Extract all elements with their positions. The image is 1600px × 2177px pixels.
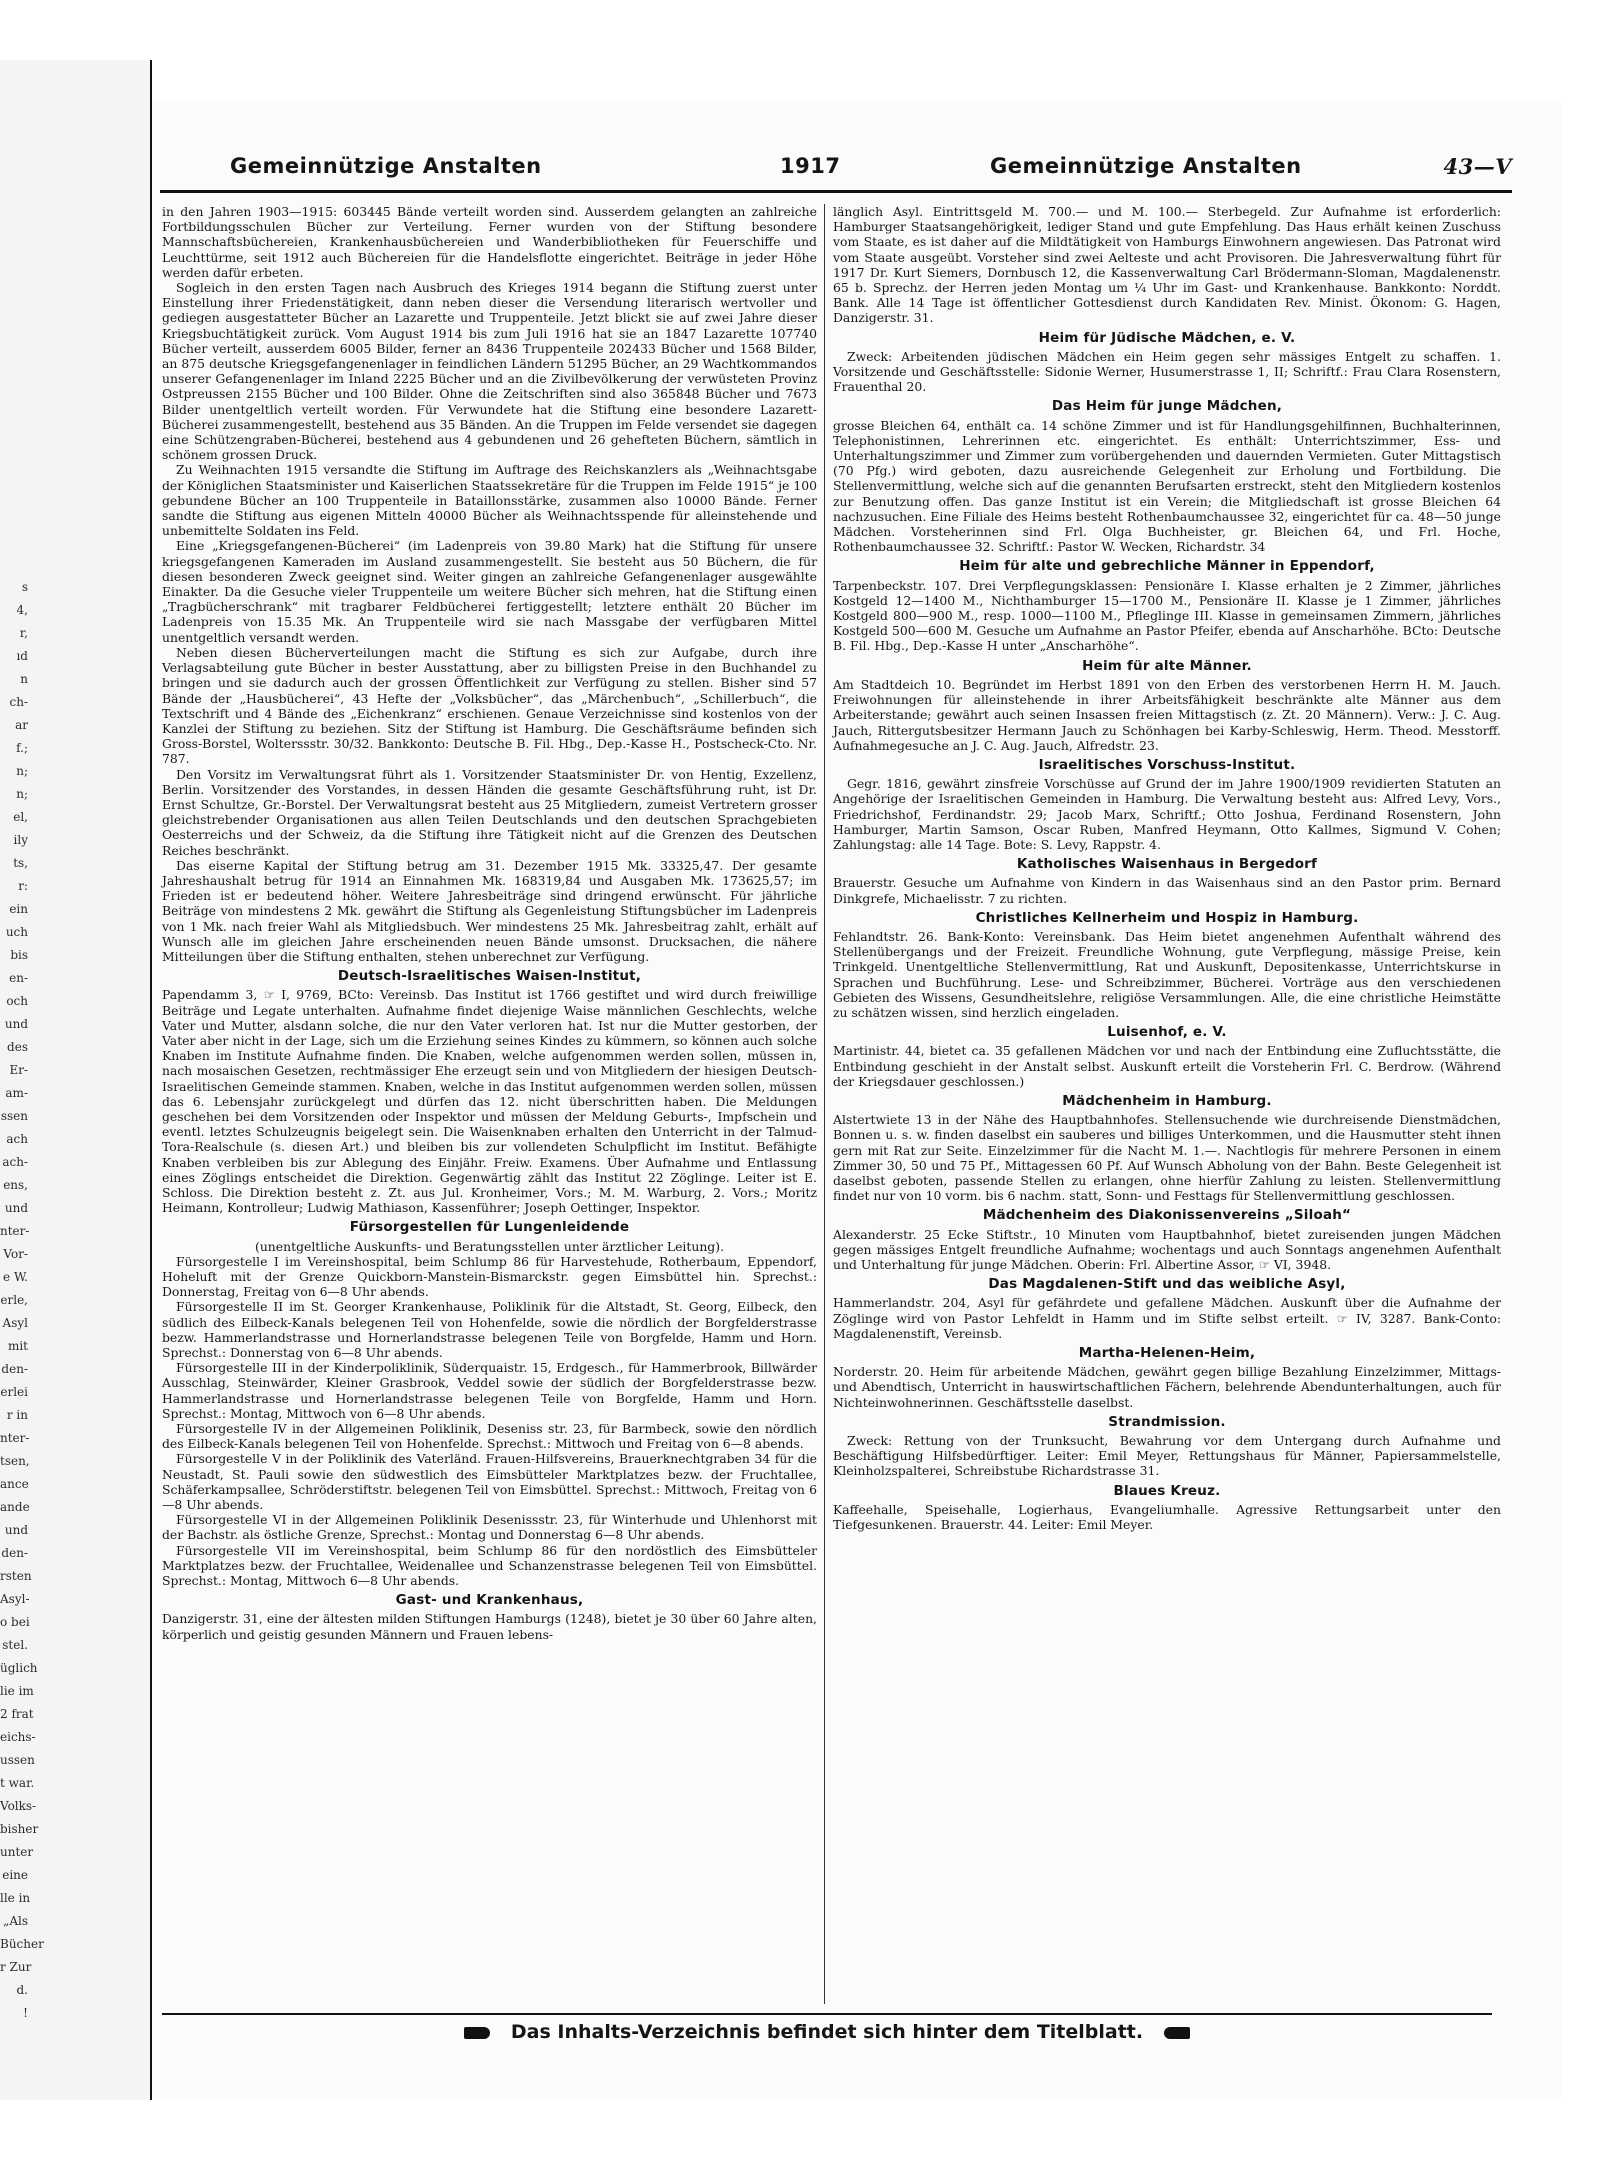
paragraph: Danzigerstr. 31, eine der ältesten milden Stiftungen Hamburgs (1248), bietet je 30 über 60 Jahre alten, körperlich und geistig gesunden Männern und Frauen lebens- [162, 1611, 817, 1642]
pointing-hand-left-icon [464, 2027, 490, 2039]
paragraph: Alexanderstr. 25 Ecke Stiftstr., 10 Minuten vom Hauptbahnhof, bietet zureisenden jungen Mädchen gegen mässiges Entgelt freundliche Aufnahme; wochentags und auch Sonntags angenehmen Aufenthalt und Unterhaltung für junge Mädchen. Oberin: Frl. Albertine Assor, ☞ VI, 3948. [833, 1226, 1501, 1272]
margin-fragment: erlei [0, 1385, 28, 1399]
margin-fragment: o bei [0, 1615, 30, 1629]
paragraph: Fürsorgestelle III in der Kinderpoliklinik, Süderquaistr. 15, Erdgesch., für Hammerbrook, Billwärder Ausschlag, Steinwärder, Kleiner Grasbrook, Veddel sowie der südlich der Borgfelderstrasse bezw. Hammerlandstrasse und Hornerlandstrasse belegenen Teile von Borgfelde, Hamm und Horn. Sprechst.: Montag, Mittwoch von 6—8 Uhr abends. [162, 1360, 817, 1421]
section-heading: Israelitisches Vorschuss-Institut. [1038, 756, 1296, 773]
header-page-ref: 43—V [1443, 154, 1512, 179]
margin-fragment: e W. [3, 1270, 28, 1284]
paragraph: Norderstr. 20. Heim für arbeitende Mädchen, gewährt gegen billige Bezahlung Einzelzimmer, Mittags- und Abendtisch, Unterricht in hauswirtschaftlichen Fächern, belehrende Abendunterhaltungen, auch für Nichteinwohnerinnen. Geschäftsstelle daselbst. [833, 1364, 1501, 1410]
paragraph: Hammerlandstr. 204, Asyl für gefährdete und gefallene Mädchen. Auskunft über die Aufnahme der Zöglinge wird von Pastor Lehfeldt in Hamm und im Stifte selbst erteilt. ☞ IV, 3287. Bank-Conto: Magdalenenstift, Vereinsb. [833, 1295, 1501, 1341]
margin-fragment: ar [15, 718, 28, 732]
section-heading: Heim für alte und gebrechliche Männer in Eppendorf, [959, 558, 1375, 575]
margin-fragment: eichs- [0, 1730, 36, 1744]
section-heading: Blaues Kreuz. [1113, 1482, 1221, 1499]
margin-fragment: Bücher [0, 1937, 44, 1951]
margin-fragment: den- [1, 1546, 28, 1560]
section-heading: Deutsch-Israelitisches Waisen-Institut, [337, 968, 642, 985]
margin-fragment: nter- [0, 1224, 30, 1238]
margin-fragment: unter [0, 1845, 34, 1859]
margin-fragment: bisher [0, 1822, 39, 1836]
margin-fragment: r, [19, 626, 28, 640]
paragraph: Kaffeehalle, Speisehalle, Logierhaus, Evangeliumhalle. Agressive Rettungsarbeit unter den Tiefgesunkenen. Brauerstr. 44. Leiter: Emil Meyer. [833, 1501, 1501, 1533]
margin-fragment: Er- [9, 1063, 28, 1077]
margin-fragment: 2 frat [0, 1707, 34, 1721]
margin-fragment: r in [6, 1408, 28, 1422]
margin-fragment: ens, [3, 1178, 28, 1192]
margin-fragment: erle, [0, 1293, 28, 1307]
margin-fragment: ach- [2, 1155, 28, 1169]
paragraph: Gegr. 1816, gewährt zinsfreie Vorschüsse auf Grund der im Jahre 1900/1909 revidierten Statuten an Angehörige der Israelitischen Gemeinden in Hamburg. Die Verwaltung besteht aus: Alfred Levy, Vors., Friedrichshof, Ferdinandstr. 29; Jacob Marx, Schriftf.; Otto Joshua, Ferdinand Rosenstern, John Hamburger, Martin Samson, Oscar Ruben, Manfred Heymann, Otto Kallmes, Sigmund V. Cohen; Zahlungstag: alle 14 Tage. Bote: S. Levy, Rappstr. 4. [833, 776, 1501, 852]
header-left-title: Gemeinnützige Anstalten [230, 154, 542, 178]
margin-fragment: eine [2, 1868, 28, 1882]
margin-fragment: tsen, [0, 1454, 30, 1468]
margin-fragment: ts, [13, 856, 28, 870]
section-heading: Katholisches Waisenhaus in Bergedorf [1016, 856, 1318, 873]
margin-fragment: r Zur [0, 1960, 32, 1974]
paragraph: Zu Weihnachten 1915 versandte die Stiftung im Auftrage des Reichskanzlers als „Weihnachtsgabe der Königlichen Staatsminister und Kaiserlichen Staatssekretäre für die Truppen im Felde 1915“ je 100 gebundene Bücher an 100 Truppenteile in Bataillonsstärke, zusammen also 10000 Bände. Ferner sandte die Stiftung aus eigenen Mitteln 40000 Bücher als Weihnachtsspende für alleinstehende und unbemittelte Soldaten ins Feld. [162, 462, 817, 539]
margin-fragment: f.; [16, 741, 28, 755]
paragraph: länglich Asyl. Eintrittsgeld M. 700.— und M. 100.— Sterbegeld. Zur Aufnahme ist erforderlich: Hamburger Staatsangehörigkeit, lediger Stand und gute Empfehlung. Das Haus erhält keinen Zuschuss vom Staate, es ist daher auf die Mildtätigkeit von Hamburgs Einwohnern angewiesen. Das Patronat wird vom Staate ausgeübt. Vorsteher sind zwei Aelteste und acht Provisoren. Die Jahresverwaltung führt für 1917 Dr. Kurt Siemers, Dornbusch 12, die Kassenverwaltung Carl Brödermann-Sloman, Magdalenenstr. 65 b. Sprechz. der Herren jeden Montag um ¼ Uhr im Gast- und Krankenhause. Bankkonto: Norddt. Bank. Alle 14 Tage ist öffentlicher Gottesdienst durch Kandidaten Rev. Minist. Ökonom: G. Hagen, Danzigerstr. 31. [833, 204, 1501, 326]
margin-fragment: uch [5, 925, 28, 939]
paragraph: Martinistr. 44, bietet ca. 35 gefallenen Mädchen vor und nach der Entbindung eine Zufluchtsstätte, die Entbindung geschieht in der Anstalt selbst. Auskunft erteilt die Vorsteherin Frl. C. Berdrow. (Während der Kriegsdauer geschlossen.) [833, 1043, 1501, 1089]
margin-fragment: des [7, 1040, 28, 1054]
paragraph: Fürsorgestelle VI in der Allgemeinen Poliklinik Desenissstr. 23, für Winterhude und Uhlenhorst mit der Bachstr. als östliche Grenze, Sprechst.: Montag und Donnerstag 6—8 Uhr abends. [162, 1512, 817, 1543]
margin-fragment: und [4, 1017, 28, 1031]
page-header [160, 150, 1512, 193]
margin-fragment: lle in [0, 1891, 31, 1905]
section-heading: Christliches Kellnerheim und Hospiz in Hamburg. [975, 909, 1359, 926]
right-column [824, 204, 1501, 2004]
paragraph: Tarpenbeckstr. 107. Drei Verpflegungsklassen: Pensionäre I. Klasse erhalten je 2 Zimmer, jährliches Kostgeld 12—1400 M., Nichthamburger 15—1700 M., Pensionäre II. Klasse je 1 Zimmer, jährliches Kostgeld 800—900 M., resp. 1000—1100 M., Pfleglinge III. Klasse in gemeinsamen Zimmern, jährliches Kostgeld 500—600 M. Gesuche um Aufnahme an Pastor Pfeifer, ebenda auf Anscharhöhe. BCto: Deutsche B. Fil. Hbg., Dep.-Kasse H unter „Anscharhöhe“. [833, 577, 1501, 654]
margin-fragment: ussen [0, 1753, 35, 1767]
paragraph: Fürsorgestelle IV in der Allgemeinen Poliklinik, Deseniss str. 23, für Barmbeck, sowie den nördlich des Eilbeck-Kanals belegenen Teil von Hohenfelde. Sprechst.: Mittwoch und Freitag von 6—8 abends. [162, 1421, 817, 1452]
paragraph: Das eiserne Kapital der Stiftung betrug am 31. Dezember 1915 Mk. 33325,47. Der gesamte Jahreshaushalt betrug für 1914 an Einnahmen Mk. 168319,84 und Ausgaben Mk. 173625,57; im Frieden ist er bedeutend höher. Weitere Jahresbeiträge sind dringend erwünscht. Für jährliche Beiträge von mindestens 2 Mk. gewährt die Stiftung als Gegenleistung Stiftungsbücher im Ladenpreis von 1 Mk. nach freier Wahl als Mitgliedsbuch. Wer mindestens 25 Mk. Jahresbeitrag zahlt, erhält auf Wunsch alle im gleichen Jahre erscheinenden neuen Bände umsonst. Drucksachen, die nähere Mitteilungen über die Stiftung enthalten, stehen unberechnet zur Verfügung. [162, 857, 817, 964]
pointing-hand-right-icon [1164, 2027, 1190, 2039]
margin-fragment: ance [0, 1477, 29, 1491]
paragraph: Papendamm 3, ☞ I, 9769, BCto: Vereinsb. Das Institut ist 1766 gestiftet und wird durch freiwillige Beiträge und Legate unterhalten. Aufnahme findet diejenige Waise männlichen Geschlechts, welche Vater und Mutter, alsdann solche, die nur den Vater verloren hat. Ist nur die Mutter gestorben, der Vater aber nicht in der Lage, sich um die Erziehung seines Kindes zu kümmern, so können auch solche Knaben im Institute Aufnahme finden. Die Knaben, welche aufgenommen werden sollen, müssen in, nach mosaischen Gesetzen, rechtmässiger Ehe erzeugt sein und von Mitgliedern der hiesigen Deutsch-Israelitischen Gemeinde stammen. Knaben, welche in das Institut aufgenommen werden sollen, müssen das 6. Lebensjahr zurückgelegt und dürfen das 12. nicht überschritten haben. Die Meldungen geschehen bei dem Vorsitzenden oder Inspektor und müssen der Meldung Geburts-, Impfschein und eventl. letztes Schulzeugnis beigelegt sein. Die Waisenknaben erhalten den Unterricht in der Talmud-Tora-Realschule (s. diesen Art.) und bleiben bis zur vollendeten Schulpflicht im Institut. Befähigte Knaben verbleiben bis zur Ablegung des Einjähr. Freiw. Examens. Über Aufnahme und Entlassung eines Zöglings entscheidet die Direktion. Gegenwärtig zählt das Institut 22 Zöglinge. Leiter ist E. Schloss. Die Direktion besteht z. Zt. aus Jul. Kronheimer, Vors.; M. M. Warburg, 2. Vors.; Moritz Heimann, Kontrolleur; Ludwig Mathiason, Kassenführer; Joseph Oettinger, Inspektor. [162, 987, 817, 1216]
margin-fragment: ! [23, 2006, 28, 2020]
paragraph: Zweck: Rettung von der Trunksucht, Bewahrung vor dem Untergang durch Aufnahme und Beschäftigung Hilfsbedürftiger. Leiter: Emil Meyer, Rettungshaus für Männer, Papiersammelstelle, Kleinholzspalterei, Schreibstube Richardstrasse 31. [833, 1433, 1501, 1479]
margin-fragment: ch- [9, 695, 28, 709]
margin-fragment: en- [9, 971, 28, 985]
margin-fragment: n [20, 672, 28, 686]
margin-fragment: am- [5, 1086, 28, 1100]
previous-page-edge [0, 60, 152, 2100]
section-heading: Heim für Jüdische Mädchen, e. V. [1038, 329, 1296, 346]
margin-fragment: 4, [16, 603, 28, 617]
section-heading: Heim für alte Männer. [1082, 657, 1252, 674]
section-heading: Mädchenheim des Diakonissenvereins „Siloah“ [982, 1207, 1352, 1224]
paragraph: Sogleich in den ersten Tagen nach Ausbruch des Krieges 1914 begann die Stiftung zuerst unter Einstellung ihrer Friedenstätigkeit, dann neben dieser die Versendung literarisch wertvoller und gediegen ausgestatteter Bücher an Lazarette und Truppenteile. Jetzt blickt sie auf zwei Jahre dieser Kriegsbuchtätigkeit zurück. Vom August 1914 bis zum Juli 1916 hat sie an 1847 Lazarette 107740 Bücher verteilt, ausserdem 6005 Bilder, ferner an 8436 Truppenteile 202433 Bücher und 1568 Bilder, an 875 deutsche Kriegsgefangenenlager in feindlichen Ländern 51295 Bücher, an 29 Wachtkommandos unserer Gefangenenlager im Inland 2225 Bücher und an die Zivilbevölkerung der verwüsteten Provinz Ostpreussen 2155 Bücher und 100 Bilder. Ohne die Zeitschriften sind also 365848 Bücher und 7673 Bilder unentgeltlich verteilt worden. Für Verwundete hat die Stiftung eine besondere Lazarett-Bücherei zusammengestellt, bestehend aus 35 Bänden. An die Truppen im Felde versendet sie dagegen eine Schützengraben-Bücherei, bestehend aus 4 gebundenen und 26 gehefteten Büchern, sämtlich in schönem grossen Druck. [162, 280, 817, 463]
paragraph: Zweck: Arbeitenden jüdischen Mädchen ein Heim gegen sehr mässiges Entgelt zu schaffen. 1. Vorsitzende und Geschäftsstelle: Sidonie Werner, Husumerstrasse 1, II; Schriftf.: Frau Clara Rosenstern, Frauenthal 20. [833, 348, 1501, 395]
footer-text: Das Inhalts-Verzeichnis befindet sich hinter dem Titelblatt. [510, 2021, 1144, 2043]
margin-fragment: ily [13, 833, 28, 847]
margin-fragment: s [21, 580, 28, 594]
paragraph: Fürsorgestelle VII im Vereinshospital, beim Schlump 86 für den nordöstlich des Eimsbütteler Marktplatzes bezw. der Fruchtallee, Weidenallee und Schanzenstrasse belegenen Teil von Eimsbüttel. Sprechst.: Montag, Mittwoch 6—8 Uhr abends. [162, 1542, 817, 1589]
paragraph: Fürsorgestelle II im St. Georger Krankenhause, Poliklinik für die Altstadt, St. Georg, Eilbeck, den südlich des Eilbeck-Kanals belegenen Teil von Hohenfelde, sowie die nördlich der Borgfelderstrasse bezw. Hammerlandstrasse und Hornerlandstrasse belegenen Teile von Borgfelde, Hamm und Horn. Sprechst.: Donnerstag von 6—8 Uhr abends. [162, 1299, 817, 1361]
margin-fragment: ein [9, 902, 28, 916]
margin-fragment: Asyl- [0, 1592, 30, 1606]
paragraph: Fürsorgestelle I im Vereinshospital, beim Schlump 86 für Harvestehude, Rotherbaum, Eppendorf, Hoheluft mit der Grenze Quickborn-Manstein-Bismarckstr. gegen Eimsbüttel hin. Sprechst.: Donnerstag, Freitag von 6—8 Uhr abends. [162, 1253, 817, 1300]
header-year: 1917 [780, 154, 841, 178]
paragraph: grosse Bleichen 64, enthält ca. 14 schöne Zimmer und ist für Handlungsgehilfinnen, Buchhalterinnen, Telephonistinnen, Lehrerinnen etc. eingerichtet. Es enthält: Unterrichtszimmer, Ess- und Unterhaltungszimmer und Zimmer zum vorübergehenden und dauernden Vermieten. Guter Mittagstisch (70 Pfg.) wird geboten, dazu ausreichende Gelegenheit zur Erholung und Fortbildung. Die Stellenvermittlung, welche sich auf die genannten Berufsarten erstreckt, steht den Mitgliedern kostenlos zur Benutzung offen. Das ganze Institut ist ein Verein; die Mitgliedschaft ist grosse Bleichen 64 nachzusuchen. Eine Filiale des Heims besteht Rothenbaumchaussee 32, eingerichtet für ca. 48—50 junge Mädchen. Vorsteherinnen sind Frl. Olga Buchheister, gr. Bleichen 64, und Frl. Hoche, Rothenbaumchaussee 32. Schriftf.: Pastor W. Wecken, Richardstr. 34 [833, 417, 1501, 555]
section-heading: Mädchenheim in Hamburg. [1062, 1092, 1272, 1109]
margin-fragment: Asyl [2, 1316, 28, 1330]
left-column [162, 204, 817, 2004]
page-footer [162, 2013, 1492, 2043]
margin-fragment: ande [0, 1500, 30, 1514]
section-heading: Das Heim für junge Mädchen, [1051, 398, 1283, 415]
margin-fragment: d. [16, 1983, 28, 1997]
paragraph: in den Jahren 1903—1915: 603445 Bände verteilt worden sind. Ausserdem gelangten an zahlreiche Fortbildungsschulen Bücher zur Verteilung. Ferner wurden von der Stiftung besondere Mannschaftsbüchereien, Krankenhausbüchereien und Wanderbibliotheken für Feuerschiffe und Leuchttürme, seit 1912 auch Büchereien für die Handelsflotte eingerichtet. Beiträge in jeder Höhe werden dafür erbeten. [162, 204, 817, 280]
section-heading: Gast- und Krankenhaus, [395, 1592, 584, 1609]
margin-fragment: n; [16, 764, 28, 778]
margin-fragment: und [4, 1201, 28, 1215]
margin-fragment: den- [1, 1362, 28, 1376]
margin-fragment: och [6, 994, 28, 1008]
margin-fragment: nter- [0, 1431, 30, 1445]
section-heading: Das Magdalenen-Stift und das weibliche Asyl, [988, 1276, 1346, 1293]
margin-fragment: ıd [16, 649, 28, 663]
paragraph: Fehlandtstr. 26. Bank-Konto: Vereinsbank. Das Heim bietet angenehmen Aufenthalt während des Stellenübergangs und der Freizeit. Freundliche Wohnung, gute Verpflegung, mässige Preise, kein Trinkgeld. Unentgeltliche Stellenvermittlung, Rat und Auskunft, Depositenkasse, Unterrichtskurse in Sprachen und Buchführung. Lese- und Schreibzimmer, Bücherei. Vorträge aus den verschiedenen Gebieten des Wissens, Gesundheitslehre, religiöse Versammlungen. Alle, die eine christliche Heimstätte zu schätzen wissen, sind herzlich eingeladen. [833, 928, 1501, 1020]
margin-fragment: stel. [2, 1638, 28, 1652]
section-heading: Strandmission. [1108, 1413, 1226, 1430]
paragraph: Eine „Kriegsgefangenen-Bücherei“ (im Ladenpreis von 39.80 Mark) hat die Stiftung für unsere kriegsgefangenen Kameraden im Ausland zusammengestellt. Sie besteht aus 50 Büchern, die für diesen besonderen Zweck geeignet sind. Weiter gingen an zahlreiche Gefangenenlager ausgewählte Einakter. Da die Gesuche vieler Truppenteile um weitere Bücher sich mehren, hat die Stiftung einen „Tragbücherschrank“ mit tragbarer Feldbücherei fertiggestellt; letztere enthält 20 Bücher im Ladenpreis von 15.35 Mk. An Truppenteile wird sie nach Massgabe der verfügbaren Mittel unentgeltlich versandt werden. [162, 538, 817, 645]
margin-fragment: rsten [0, 1569, 32, 1583]
header-right-title: Gemeinnützige Anstalten [990, 154, 1302, 178]
paragraph: Neben diesen Bücherverteilungen macht die Stiftung es sich zur Aufgabe, durch ihre Verlagsabteilung gute Bücher in bester Ausstattung, aber zu billigsten Preise in den Buchhandel zu bringen und sie dadurch auch der grossen Öffentlichkeit zur Verfügung zu stellen. Bisher sind 57 Bände der „Hausbücherei“, 43 Hefte der „Volksbücher“, das „Märchenbuch“, „Schillerbuch“, die Textschrift und 4 Bände des „Eichenkranz“ erschienen. Genaue Verzeichnisse sind kostenlos von der Kanzlei der Stiftung zu beziehen. Sitz der Stiftung ist Hamburg. Die Geschäftsräume befinden sich Gross-Borstel, Wolterssstr. 30/32. Bankkonto: Deutsche B. Fil. Hbg., Dep.-Kasse H., Postscheck-Cto. Nr. 787. [162, 644, 817, 767]
margin-fragment: r: [18, 879, 28, 893]
margin-fragment: ssen [0, 1109, 28, 1123]
margin-fragment: Volks- [0, 1799, 37, 1813]
margin-fragment: el, [13, 810, 28, 824]
paragraph: Brauerstr. Gesuche um Aufnahme von Kindern in das Waisenhaus sind an den Pastor prim. Bernard Dinkgrefe, Michaelisstr. 7 zu richten. [833, 875, 1501, 906]
margin-fragment: t war. [0, 1776, 35, 1790]
paragraph: Fürsorgestelle V in der Poliklinik des Vaterländ. Frauen-Hilfsvereins, Brauerknechtgraben 34 für die Neustadt, St. Pauli sowie den südwestlich des Eimsbütteler Marktplatzes bezw. der Fruchtallee, Schäferkampsallee, Schröderstiftstr. belegenen Teil von Eimsbüttel. Sprechst.: Mittwoch, Freitag von 6—8 Uhr abends. [162, 1451, 817, 1513]
margin-fragment: üglich [0, 1661, 38, 1675]
section-heading: Luisenhof, e. V. [1107, 1024, 1227, 1041]
margin-fragment: lie im [0, 1684, 34, 1698]
margin-fragment: Vor- [3, 1247, 28, 1261]
margin-fragment: und [4, 1523, 28, 1537]
section-subheading: (unentgeltliche Auskunfts- und Beratungsstellen unter ärztlicher Leitung). [254, 1238, 725, 1254]
margin-fragment: mit [7, 1339, 28, 1353]
margin-fragment: n; [16, 787, 28, 801]
document-page [152, 100, 1562, 2100]
paragraph: Am Stadtdeich 10. Begründet im Herbst 1891 von den Erben des verstorbenen Herrn H. M. Jauch. Freiwohnungen für alleinstehende in ihrer Arbeitsfähigkeit beschränkte alte Männer aus dem Arbeiterstande; gewährt auch seinen Insassen freien Mittagstisch (z. Zt. 20 Männern). Verw.: J. C. Aug. Jauch, Rittergutsbesitzer Hermann Jauch zu Schönhagen bei Karby-Schleswig, Herm. Theod. Messtorff. Aufnahmegesuche an J. C. Aug. Jauch, Alfredstr. 23. [833, 676, 1501, 753]
margin-fragment: „Als [3, 1914, 28, 1928]
paragraph: Alstertwiete 13 in der Nähe des Hauptbahnhofes. Stellensuchende wie durchreisende Dienstmädchen, Bonnen u. s. w. finden daselbst ein sauberes und billiges Unterkommen, und die Hausmutter steht ihnen gern mit Rat zur Seite. Einzelzimmer für die Nacht M. 1.—. Nachtlogis für mehrere Personen in einem Zimmer 30, 50 und 75 Pf., Mittagessen 60 Pf. Auf Wunsch Abholung von der Bahn. Beste Gelegenheit ist daselbst geboten, passende Stellen zu erlangen, ohne hierfür Zahlung zu leisten. Stellenvermittlung findet nur von 10 vorm. bis 6 nachm. statt, Sonn- und Festtags für Stellenvermittlung geschlossen. [833, 1112, 1501, 1204]
section-heading: Fürsorgestellen für Lungenleidende [349, 1219, 630, 1236]
margin-fragment: bis [10, 948, 28, 962]
paragraph: Den Vorsitz im Verwaltungsrat führt als 1. Vorsitzender Staatsminister Dr. von Hentig, Exzellenz, Berlin. Vorsitzender des Vorstandes, in dessen Händen die gesamte Geschäftsführung ruht, ist Dr. Ernst Schultze, Gr.-Borstel. Der Verwaltungsrat besteht aus 25 Mitgliedern, zumeist Vertretern grosser gleichstrebender Organisationen aus allen Teilen Deutschlands und den deutschen Sprachgebieten Oesterreichs und der Schweiz, da die Stiftung ihre Tätigkeit nicht auf die Grenzen des Deutschen Reiches beschränkt. [162, 766, 817, 858]
margin-fragment: ach [6, 1132, 28, 1146]
section-heading: Martha-Helenen-Heim, [1078, 1345, 1256, 1362]
